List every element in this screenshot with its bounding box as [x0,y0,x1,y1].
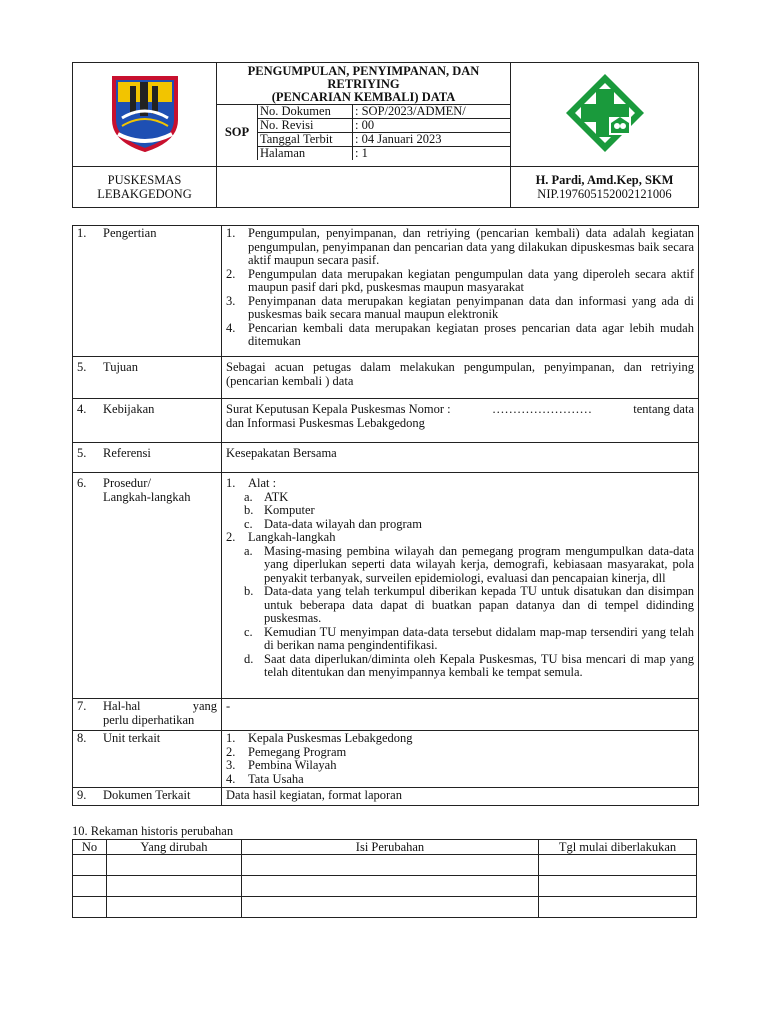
meta-key: Halaman [258,147,353,161]
table-row [73,855,697,876]
label-cell [73,226,222,357]
row-label: Referensi [103,446,151,460]
col-header: Tgl mulai diberlakukan [539,840,697,855]
row-prosedur [73,473,699,699]
list-item: 3. Penyimpanan data merupakan kegiatan penyimpanan data dan informasi yang ada di puskesmas baik secara manual maupun elektronik [226,293,694,321]
tujuan-content: Sebagai acuan petugas dalam melakukan pengumpulan, penyimpanan, dan retriying (pencarian kembali ) data [222,357,699,399]
label-cell [73,473,222,699]
col-header: No [73,840,107,855]
col-header: Isi Perubahan [242,840,539,855]
sop-label: SOP [217,105,258,161]
list-item: 3. Pembina Wilayah [226,758,337,772]
referensi-content: Kesepakatan Bersama [222,443,699,473]
label-cell [73,443,222,473]
row-number: 5. [77,360,87,374]
row-label: yang [192,699,217,713]
row-label: perlu diperhatikan [103,712,195,727]
document-title [217,63,510,104]
table-row [73,876,697,897]
row-tujuan [73,357,699,399]
kebijakan-text: Surat Keputusan Kepala Puskesmas Nomor : [226,402,451,416]
row-number: 5. [77,446,87,460]
kebijakan-text: tentang data [633,402,694,416]
meta-wrapper [217,104,510,160]
label-cell [73,399,222,443]
meta-value-doc-number: : SOP/2023/ADMEN/ [353,105,511,119]
row-label: Tujuan [103,360,138,374]
organization-cell [73,167,217,208]
meta-key: Tanggal Terbit [258,133,353,147]
row-label: Hal-hal [103,699,141,713]
list-item: 2. Pengumpulan data merupakan kegiatan pengumpulan data yang diperoleh secara aktif maupun pasif dari pkd, puskesmas maupun masyarakat [226,266,694,294]
row-dokumen-terkait [73,788,699,806]
row-referensi [73,443,699,473]
rekaman-header-row [73,840,697,855]
unit-content [222,731,699,788]
prosedur-content [222,473,699,699]
row-label: Prosedur/ [103,476,151,490]
table-row [73,897,697,918]
pengertian-content [222,226,699,357]
list-item: 2. Langkah-langkah [226,530,336,544]
row-label: Kebijakan [103,402,155,416]
signer-cell [511,167,699,208]
list-item: 1. Kepala Puskesmas Lebakgedong [226,731,413,745]
regency-logo-cell [73,63,217,167]
sub-item: c. Kemudian TU menyimpan data-data tersebut didalam map-map tersendiri yang telah di berikan nama pengindentifikasi. [244,624,694,652]
row-number: 7. [77,699,87,713]
title-block [217,63,511,167]
label-cell [73,699,222,731]
empty-cell [217,167,511,208]
title-line-3: (PENCARIAN KEMBALI) DATA [271,90,456,104]
row-number: 8. [77,731,87,745]
sub-item: b. Data-data yang telah terkumpul diberikan kepada TU untuk disatukan dan disimpan untuk beberapa data dapat di buatkan papan datanya dan di tempel didinding puskesmas. [244,584,694,625]
row-label: Dokumen Terkait [103,788,191,802]
list-item: 2. Pemegang Program [226,744,347,759]
row-label: Pengertian [103,226,157,240]
row-number: 6. [77,476,87,490]
rekaman-title: 10. Rekaman historis perubahan [72,824,234,838]
row-kebijakan [73,399,699,443]
sop-content-table [72,225,699,806]
meta-table [258,105,510,160]
sub-item: c. Data-data wilayah dan program [244,516,422,531]
row-number: 9. [77,788,87,802]
sub-item: b. Komputer [244,503,315,517]
row-halhal [73,699,699,731]
list-item: 1. Pengumpulan, penyimpanan, dan retriying (pencarian kembali) data adalah kegiatan pengumpulan, penyimpanan dan pencarian data yang dilakukan dipuskesmas baik secara aktif maupun secara pasif. [226,226,694,267]
signer-name: H. Pardi, Amd.Kep, SKM [535,173,674,187]
org-line-1: PUSKESMAS [107,173,182,187]
meta-key: No. Revisi [258,119,353,133]
rekaman-table [72,839,697,918]
list-item: 4. Pencarian kembali data merupakan kegiatan proses pencarian data agar lebih mudah ditemukan [226,320,694,348]
row-pengertian [73,226,699,357]
row-label: Unit terkait [103,731,161,745]
kebijakan-text: dan Informasi Puskesmas Lebakgedong [226,415,425,430]
title-line-1: PENGUMPULAN, PENYIMPANAN, DAN [247,64,480,78]
meta-key: No. Dokumen [258,105,353,119]
kebijakan-content [222,399,699,443]
puskesmas-logo-cell [511,63,699,167]
row-label: Langkah-langkah [103,489,191,504]
list-item: 1. Alat : [226,476,277,490]
sub-item: a. ATK [244,489,289,504]
meta-value-revision: : 00 [353,119,511,133]
signer-nip: NIP.197605152002121006 [537,187,672,201]
col-header: Yang dirubah [107,840,242,855]
org-line-2: LEBAKGEDONG [97,187,192,201]
kebijakan-dots: …………………… [491,402,592,416]
header-table [72,62,699,208]
row-number: 4. [77,402,87,416]
label-cell [73,357,222,399]
meta-value-page: : 1 [353,147,511,161]
meta-value-date: : 04 Januari 2023 [353,133,511,147]
dokumen-content: Data hasil kegiatan, format laporan [222,788,699,806]
label-cell [73,731,222,788]
row-number: 1. [77,226,87,240]
label-cell [73,788,222,806]
halhal-content: - [222,699,699,731]
regency-emblem-icon [108,74,182,152]
row-unit-terkait [73,731,699,788]
sub-item: a. Masing-masing pembina wilayah dan pemegang program mengumpulkan data-data yang diperlukan seperti data wilayah kerja, demografi, kebiasaan masyarakat, pola penyakit terbanyak, surveilen epidemiologi, evaluasi dan pencapaian kinerja, dll [244,543,694,585]
title-line-2: RETRIYING [327,77,400,91]
sub-item: d. Saat data diperlukan/diminta oleh Kepala Puskesmas, TU bisa mencari di map yang telah ditentukan dan menyimpannya kembali ke tempat semula. [244,651,694,679]
puskesmas-logo-icon [563,71,647,155]
list-item: 4. Tata Usaha [226,771,304,786]
